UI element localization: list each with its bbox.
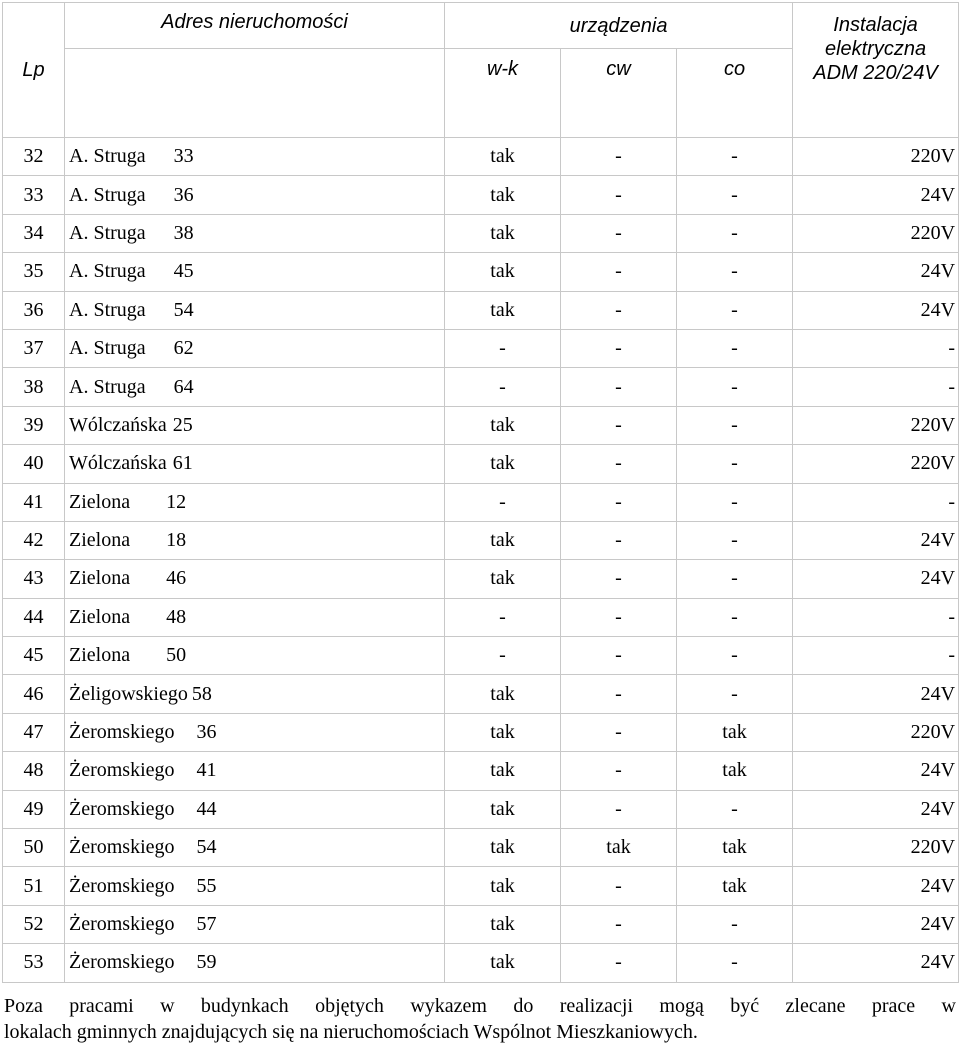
row-lp: 53 [3, 944, 65, 982]
header-installation-line1: Instalacja [833, 14, 918, 36]
row-street: A. Struga [69, 145, 146, 168]
row-wk: tak [445, 867, 561, 905]
row-street: Żeromskiego [69, 759, 175, 782]
row-street: A. Struga [69, 298, 146, 321]
row-cw: - [561, 214, 677, 252]
row-cw: - [561, 752, 677, 790]
row-cw: - [561, 598, 677, 636]
row-co: - [677, 483, 793, 521]
table-row [3, 176, 959, 214]
row-street: A. Struga [69, 221, 146, 244]
row-lp: 40 [3, 445, 65, 483]
header-address: Adres nieruchomości [65, 3, 445, 49]
row-lp: 33 [3, 176, 65, 214]
row-installation: 24V [793, 253, 959, 291]
row-street: Zielona [69, 490, 131, 513]
table-row [3, 867, 959, 905]
row-lp: 46 [3, 675, 65, 713]
row-co: - [677, 291, 793, 329]
row-address [65, 752, 445, 790]
row-street: Zielona [69, 567, 131, 590]
row-cw: - [561, 138, 677, 176]
row-lp: 47 [3, 713, 65, 751]
row-installation: 220V [793, 138, 959, 176]
row-lp: 34 [3, 214, 65, 252]
row-street: Zielona [69, 605, 131, 628]
table-row [3, 445, 959, 483]
row-number: 45 [173, 260, 194, 283]
table-body [3, 138, 959, 983]
row-number: 36 [196, 721, 217, 744]
row-address [65, 713, 445, 751]
row-wk: tak [445, 445, 561, 483]
row-number: 48 [166, 605, 187, 628]
row-cw: - [561, 445, 677, 483]
row-number: 59 [196, 951, 217, 974]
row-address [65, 445, 445, 483]
row-installation: 24V [793, 867, 959, 905]
row-lp: 32 [3, 138, 65, 176]
row-installation: 220V [793, 713, 959, 751]
row-lp: 48 [3, 752, 65, 790]
row-installation: 24V [793, 560, 959, 598]
header-address-blank [65, 49, 445, 138]
footer-note-line1: Poza pracami w budynkach objętych wykazem do realizacji mogą być zlecane prace w [4, 995, 956, 1017]
row-installation: - [793, 368, 959, 406]
footer-note [4, 993, 956, 1045]
row-number: 12 [166, 490, 187, 513]
row-co: - [677, 637, 793, 675]
row-address [65, 176, 445, 214]
table-row [3, 560, 959, 598]
row-street: Zielona [69, 644, 131, 667]
row-address [65, 829, 445, 867]
row-address [65, 329, 445, 367]
table-row [3, 944, 959, 982]
row-number: 33 [173, 145, 194, 168]
row-co: - [677, 944, 793, 982]
row-lp: 49 [3, 790, 65, 828]
row-cw: - [561, 790, 677, 828]
row-wk: tak [445, 829, 561, 867]
row-address [65, 483, 445, 521]
row-wk: tak [445, 713, 561, 751]
row-address [65, 944, 445, 982]
row-co: - [677, 214, 793, 252]
row-cw: - [561, 406, 677, 444]
row-lp: 45 [3, 637, 65, 675]
row-street: Żeromskiego [69, 951, 175, 974]
row-wk: tak [445, 214, 561, 252]
row-co: - [677, 138, 793, 176]
row-number: 46 [166, 567, 187, 590]
row-installation: 24V [793, 291, 959, 329]
row-wk: tak [445, 406, 561, 444]
row-lp: 50 [3, 829, 65, 867]
row-address [65, 790, 445, 828]
row-wk: tak [445, 675, 561, 713]
row-wk: tak [445, 176, 561, 214]
row-wk: - [445, 329, 561, 367]
row-number: 61 [172, 452, 193, 475]
row-installation: 24V [793, 905, 959, 943]
row-number: 64 [173, 375, 194, 398]
row-street: Żeromskiego [69, 913, 175, 935]
row-installation: - [793, 329, 959, 367]
row-installation: - [793, 483, 959, 521]
row-street: Żeligowskiego [69, 682, 188, 705]
table-row [3, 138, 959, 176]
row-wk: tak [445, 752, 561, 790]
row-cw: - [561, 253, 677, 291]
row-wk: tak [445, 138, 561, 176]
row-wk: tak [445, 253, 561, 291]
row-address [65, 598, 445, 636]
header-cw: cw [561, 49, 677, 138]
row-co: - [677, 368, 793, 406]
row-lp: 42 [3, 521, 65, 559]
table-row [3, 483, 959, 521]
table-row [3, 368, 959, 406]
row-street: Żeromskiego [69, 721, 175, 744]
row-installation: 24V [793, 790, 959, 828]
row-installation: 220V [793, 214, 959, 252]
row-street: A. Struga [69, 260, 146, 283]
row-wk: tak [445, 905, 561, 943]
row-address [65, 560, 445, 598]
row-address [65, 675, 445, 713]
row-lp: 52 [3, 905, 65, 943]
row-street: Żeromskiego [69, 874, 175, 897]
row-co: - [677, 329, 793, 367]
footer-note-line2: lokalach gminnych znajdujących się na nieruchomościach Wspólnot Mieszkaniowych. [4, 1021, 698, 1043]
row-installation: 220V [793, 406, 959, 444]
row-address [65, 867, 445, 905]
row-street: Żeromskiego [69, 797, 175, 820]
table-row [3, 214, 959, 252]
row-co: - [677, 905, 793, 943]
row-number: 18 [166, 529, 187, 552]
row-installation: 220V [793, 829, 959, 867]
row-co: tak [677, 829, 793, 867]
installations-table [2, 2, 959, 983]
row-cw: - [561, 176, 677, 214]
row-address [65, 138, 445, 176]
table-row [3, 752, 959, 790]
row-wk: tak [445, 521, 561, 559]
row-wk: tak [445, 944, 561, 982]
table-row [3, 905, 959, 943]
row-number: 50 [166, 644, 187, 667]
row-co: - [677, 176, 793, 214]
row-wk: tak [445, 560, 561, 598]
row-street: A. Struga [69, 375, 146, 398]
row-street: Wólczańska [69, 452, 167, 475]
row-address [65, 368, 445, 406]
row-lp: 37 [3, 329, 65, 367]
row-number: 44 [196, 797, 217, 820]
row-lp: 36 [3, 291, 65, 329]
table-row [3, 291, 959, 329]
row-co: tak [677, 713, 793, 751]
table-row [3, 675, 959, 713]
header-installation-line2: elektryczna [824, 38, 927, 60]
row-number: 54 [196, 836, 217, 859]
row-number: 36 [173, 183, 194, 206]
row-installation: 24V [793, 675, 959, 713]
row-co: - [677, 445, 793, 483]
header-installation [793, 3, 959, 138]
row-installation: - [793, 637, 959, 675]
row-address [65, 521, 445, 559]
row-lp: 51 [3, 867, 65, 905]
row-co: - [677, 675, 793, 713]
table-row [3, 521, 959, 559]
row-cw: - [561, 637, 677, 675]
row-co: - [677, 560, 793, 598]
row-co: - [677, 598, 793, 636]
table-row [3, 829, 959, 867]
row-cw: - [561, 675, 677, 713]
row-address [65, 406, 445, 444]
row-number: 41 [196, 759, 217, 782]
row-co: - [677, 790, 793, 828]
row-lp: 44 [3, 598, 65, 636]
row-co: - [677, 406, 793, 444]
row-wk: - [445, 483, 561, 521]
row-cw: - [561, 867, 677, 905]
row-wk: tak [445, 291, 561, 329]
row-wk: - [445, 598, 561, 636]
row-number: 54 [173, 298, 194, 321]
row-installation: 24V [793, 176, 959, 214]
row-lp: 41 [3, 483, 65, 521]
row-address [65, 637, 445, 675]
row-cw: - [561, 713, 677, 751]
row-cw: tak [561, 829, 677, 867]
row-address [65, 905, 445, 943]
row-address [65, 214, 445, 252]
row-number: 62 [173, 337, 194, 360]
row-co: - [677, 521, 793, 559]
table-row [3, 329, 959, 367]
table-row [3, 253, 959, 291]
table-row [3, 713, 959, 751]
row-installation: 24V [793, 521, 959, 559]
row-cw: - [561, 521, 677, 559]
row-cw: - [561, 944, 677, 982]
row-cw: - [561, 368, 677, 406]
row-address [65, 291, 445, 329]
row-installation: 24V [793, 944, 959, 982]
row-cw: - [561, 905, 677, 943]
row-lp: 43 [3, 560, 65, 598]
row-address [65, 253, 445, 291]
row-street: Zielona [69, 529, 131, 552]
row-number: 38 [173, 221, 194, 244]
row-number: 55 [196, 874, 217, 897]
row-wk: - [445, 637, 561, 675]
row-wk: - [445, 368, 561, 406]
table-row [3, 598, 959, 636]
row-street: Wólczańska [69, 413, 167, 436]
header-lp: Lp [3, 3, 65, 138]
row-installation: 24V [793, 752, 959, 790]
row-number: 57 [196, 913, 217, 935]
row-installation: - [793, 598, 959, 636]
row-installation: 220V [793, 445, 959, 483]
row-street: Żeromskiego [69, 836, 175, 859]
table-row [3, 637, 959, 675]
row-cw: - [561, 560, 677, 598]
row-lp: 39 [3, 406, 65, 444]
table-row [3, 406, 959, 444]
row-lp: 38 [3, 368, 65, 406]
row-street: A. Struga [69, 183, 146, 206]
row-lp: 35 [3, 253, 65, 291]
row-co: - [677, 253, 793, 291]
header-devices: urządzenia [445, 3, 793, 49]
row-cw: - [561, 483, 677, 521]
row-cw: - [561, 329, 677, 367]
row-co: tak [677, 867, 793, 905]
header-installation-line3: ADM 220/24V [813, 62, 938, 84]
row-number: 58 [191, 682, 212, 705]
table-row [3, 790, 959, 828]
row-wk: tak [445, 790, 561, 828]
row-street: A. Struga [69, 337, 146, 360]
header-wk: w-k [445, 49, 561, 138]
row-co: tak [677, 752, 793, 790]
row-number: 25 [172, 413, 193, 436]
header-co: co [677, 49, 793, 138]
row-cw: - [561, 291, 677, 329]
